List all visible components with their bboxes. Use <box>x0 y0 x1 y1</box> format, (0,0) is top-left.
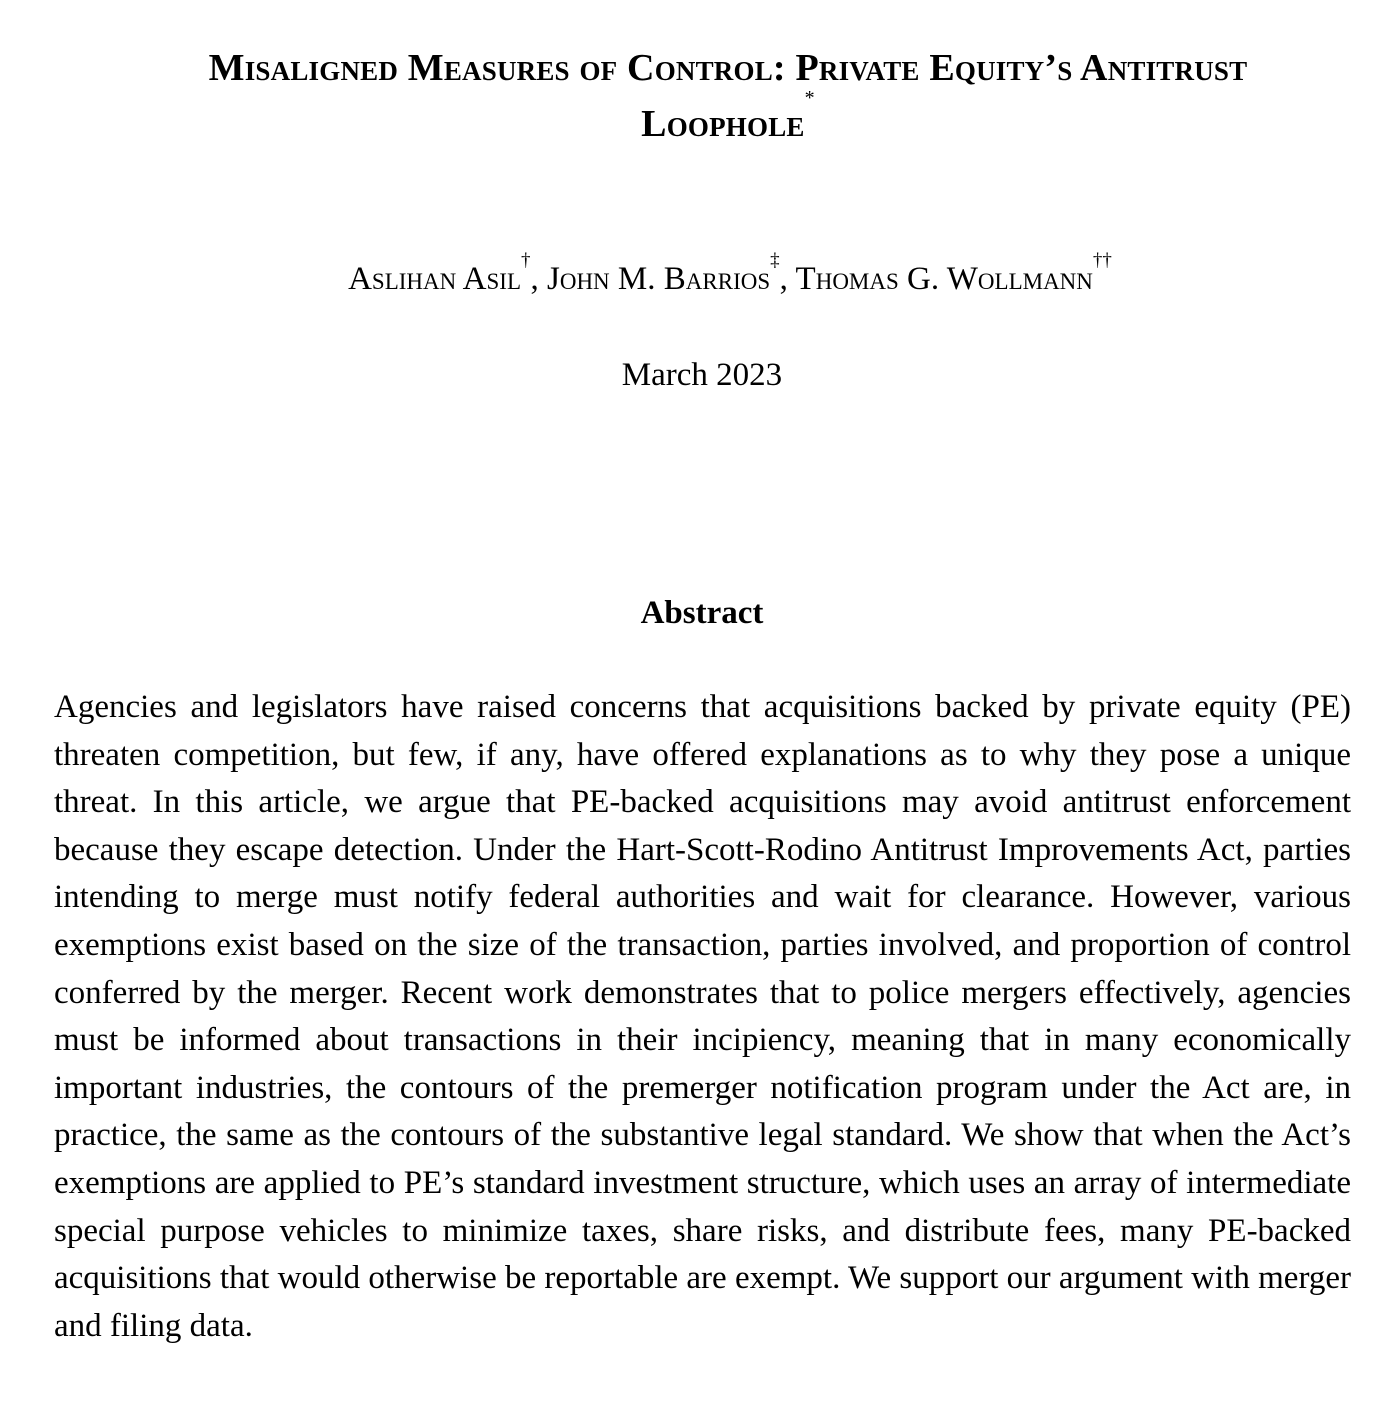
title-line-2-text: Loophole <box>641 103 805 145</box>
publication-date: March 2023 <box>621 357 783 393</box>
abstract-text: Agencies and legislators have raised concerns that acquisitions backed by private equity (PE) threaten competition, but few, if any, have offered explanations as to why they pose a unique threat. In this article, we argue that PE-backed acquisitions may avoid antitrust enforcement because they escape detection. Under the Hart-Scott-Rodino Antitrust Improvements Act, parties intending to merge must notify federal authorities and wait for clearance. However, various exemptions exist based on the size of the transaction, parties involved, and proportion of control conferred by the merger. Recent work demonstrates that to police mergers effectively, agencies must be informed about transactions in their incipiency, meaning that in many economically important industries, the contours of the premerger notification program under the Act are, in practice, the same as the contours of the substantive legal standard. We show that when the Act’s exemptions are applied to PE’s standard investment structure, which uses an array of intermediate special purpose vehicles to minimize taxes, share risks, and distribute fees, many PE-backed acquisitions that would otherwise be reportable are exempt. We support our argument with merger and filing data. <box>54 689 1351 1344</box>
paper-title <box>60 40 1391 152</box>
author-footnote-mark: ‡ <box>770 250 780 271</box>
author-name: Aslihan Asil <box>348 261 521 297</box>
author-footnote-mark: †† <box>1092 250 1112 271</box>
author-footnote-mark: † <box>521 250 531 271</box>
author-list <box>0 250 1391 301</box>
title-footnote-mark: * <box>804 87 815 109</box>
author-name: Thomas G. Wollmann <box>795 261 1093 297</box>
author-separator: , <box>530 261 547 297</box>
author-name: John M. Barrios <box>547 261 771 297</box>
title-line-1: Misaligned Measures of Control: Private Equity’s Antitrust <box>208 47 1248 89</box>
abstract-heading: Abstract <box>640 595 764 631</box>
title-line-2 <box>60 87 1391 152</box>
author-separator: , <box>779 261 796 297</box>
